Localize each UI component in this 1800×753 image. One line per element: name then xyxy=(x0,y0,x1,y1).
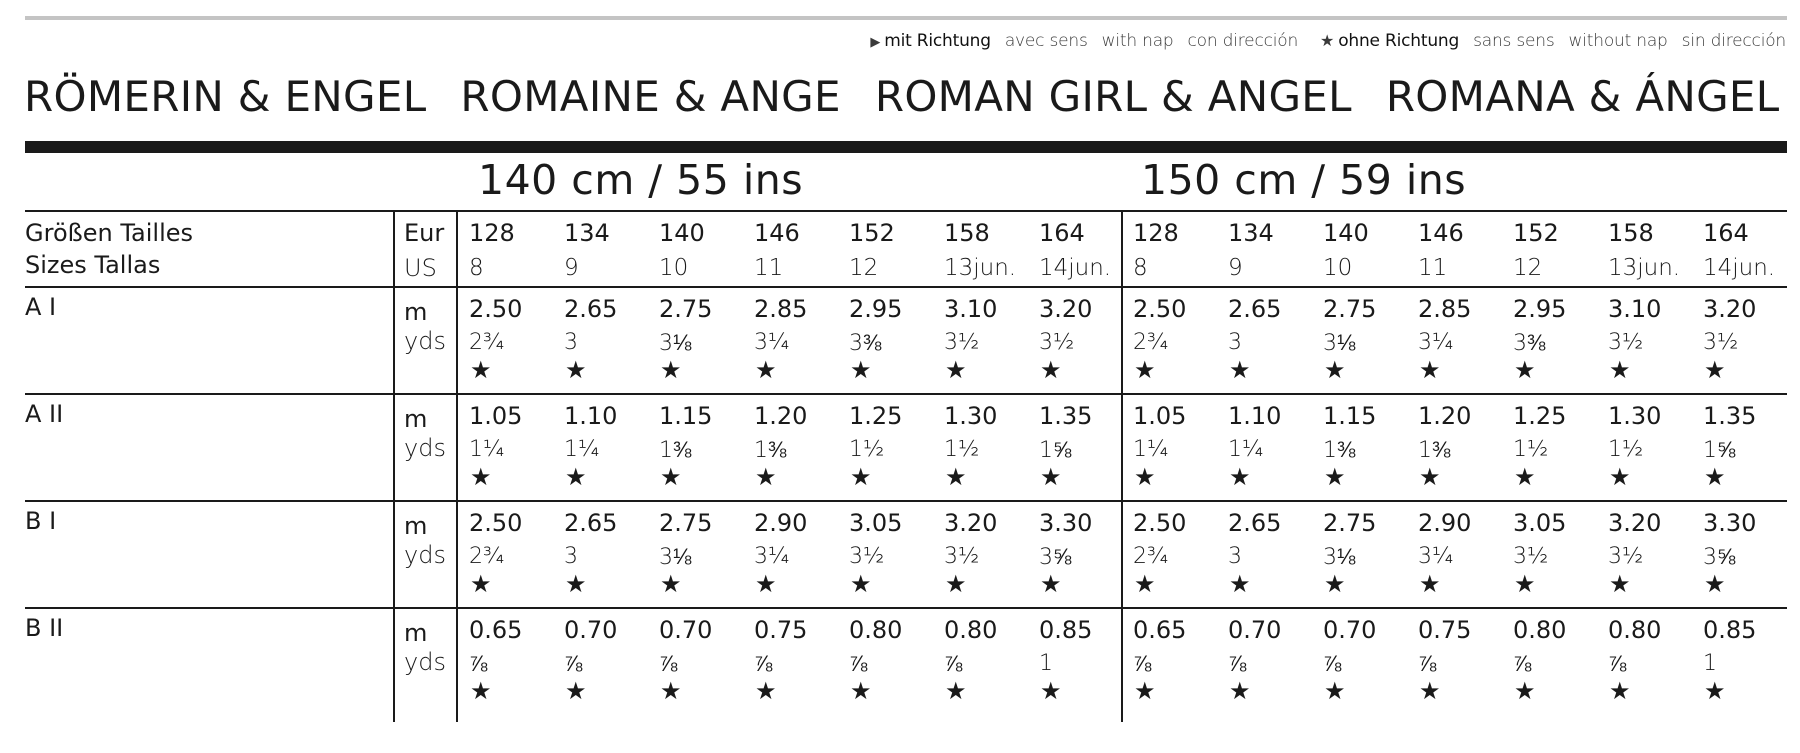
without-nap-star-icon: ★ xyxy=(1324,463,1346,491)
size-eur: 164 xyxy=(1039,219,1085,247)
without-nap-star-icon: ★ xyxy=(755,356,777,384)
meters-value: 0.70 xyxy=(659,616,713,644)
meters-value: 0.80 xyxy=(849,616,903,644)
row-label: B I xyxy=(25,507,57,535)
legend-without-nap-en: without nap xyxy=(1568,31,1668,51)
without-nap-star-icon: ★ xyxy=(1320,31,1335,50)
yards-value: 1½ xyxy=(1513,437,1549,462)
without-nap-star-icon: ★ xyxy=(1704,356,1726,384)
size-us: 10 xyxy=(1323,255,1353,281)
yards-value: 3¼ xyxy=(1418,544,1454,569)
legend-with-nap-es: con dirección xyxy=(1187,31,1299,51)
yards-value: 1⅜ xyxy=(1323,438,1356,463)
with-nap-arrow-icon: ▶ xyxy=(870,35,881,50)
size-eur: 146 xyxy=(1418,219,1464,247)
top-rule xyxy=(25,16,1787,20)
without-nap-star-icon: ★ xyxy=(1704,463,1726,491)
without-nap-star-icon: ★ xyxy=(1419,356,1441,384)
meters-value: 3.20 xyxy=(1608,509,1662,537)
yards-value: 1⅝ xyxy=(1703,438,1736,463)
size-us: 12 xyxy=(1513,255,1543,281)
yards-value: 3¼ xyxy=(754,330,790,355)
yards-value: 1⅜ xyxy=(659,438,692,463)
title-es: ROMANA & ÁNGEL xyxy=(1385,72,1780,121)
meters-value: 2.65 xyxy=(564,509,618,537)
meters-value: 1.20 xyxy=(1418,402,1472,430)
meters-value: 2.75 xyxy=(659,295,713,323)
without-nap-star-icon: ★ xyxy=(1704,570,1726,598)
title-rule xyxy=(25,141,1787,153)
width-divider xyxy=(1121,211,1123,722)
yards-value: 3¼ xyxy=(1418,330,1454,355)
meters-value: 0.75 xyxy=(1418,616,1472,644)
meters-value: 1.10 xyxy=(1228,402,1282,430)
meters-value: 0.75 xyxy=(754,616,808,644)
row-label: A II xyxy=(25,400,64,428)
size-eur: 152 xyxy=(849,219,895,247)
yards-value: ⅞ xyxy=(564,652,583,677)
size-us: 11 xyxy=(1418,255,1448,281)
size-eur: 134 xyxy=(1228,219,1274,247)
meters-value: 3.20 xyxy=(1703,295,1757,323)
yards-value: 1⅝ xyxy=(1039,438,1072,463)
without-nap-star-icon: ★ xyxy=(1419,463,1441,491)
meters-value: 0.70 xyxy=(564,616,618,644)
without-nap-star-icon: ★ xyxy=(945,570,967,598)
unit-yds-label: yds xyxy=(404,541,446,569)
legend-with-nap-key: ▶ mit Richtung xyxy=(870,31,991,51)
meters-value: 2.75 xyxy=(1323,509,1377,537)
yards-value: ⅞ xyxy=(1608,652,1627,677)
meters-value: 3.10 xyxy=(944,295,998,323)
unit-yds-label: yds xyxy=(404,648,446,676)
without-nap-star-icon: ★ xyxy=(660,356,682,384)
yards-value: 1 xyxy=(1039,651,1053,676)
size-us: 8 xyxy=(469,255,484,281)
meters-value: 3.20 xyxy=(1039,295,1093,323)
without-nap-star-icon: ★ xyxy=(1514,570,1536,598)
yards-value: 1½ xyxy=(849,437,885,462)
without-nap-star-icon: ★ xyxy=(945,677,967,705)
size-eur: 158 xyxy=(1608,219,1654,247)
unit-m-label: m xyxy=(404,405,428,433)
yards-value: 1⅜ xyxy=(754,438,787,463)
size-us: 13jun. xyxy=(944,255,1017,281)
yards-value: 3½ xyxy=(1608,330,1644,355)
size-us: 13jun. xyxy=(1608,255,1681,281)
meters-value: 1.25 xyxy=(849,402,903,430)
without-nap-star-icon: ★ xyxy=(1514,463,1536,491)
meters-value: 2.85 xyxy=(1418,295,1472,323)
legend-without-nap-key: ★ ohne Richtung xyxy=(1320,31,1460,51)
without-nap-star-icon: ★ xyxy=(1419,677,1441,705)
size-label-line1: Größen Tailles xyxy=(25,219,194,247)
yards-value: ⅞ xyxy=(1513,652,1532,677)
meters-value: 0.65 xyxy=(469,616,523,644)
title-de: RÖMERIN & ENGEL xyxy=(24,72,427,121)
meters-value: 1.25 xyxy=(1513,402,1567,430)
label-divider xyxy=(393,211,395,722)
unit-yds-label: yds xyxy=(404,434,446,462)
meters-value: 0.80 xyxy=(1513,616,1567,644)
without-nap-star-icon: ★ xyxy=(470,356,492,384)
size-eur: 158 xyxy=(944,219,990,247)
meters-value: 3.30 xyxy=(1703,509,1757,537)
yards-value: 3 xyxy=(564,544,578,569)
without-nap-star-icon: ★ xyxy=(945,356,967,384)
yards-value: 2¾ xyxy=(469,330,505,355)
yards-value: ⅞ xyxy=(1228,652,1247,677)
without-nap-star-icon: ★ xyxy=(1609,570,1631,598)
size-eur: 146 xyxy=(754,219,800,247)
meters-value: 2.95 xyxy=(1513,295,1567,323)
without-nap-star-icon: ★ xyxy=(850,463,872,491)
meters-value: 1.20 xyxy=(754,402,808,430)
meters-value: 3.05 xyxy=(849,509,903,537)
meters-value: 1.30 xyxy=(944,402,998,430)
meters-value: 2.50 xyxy=(469,509,523,537)
without-nap-star-icon: ★ xyxy=(1040,463,1062,491)
meters-value: 0.85 xyxy=(1703,616,1757,644)
without-nap-star-icon: ★ xyxy=(1134,570,1156,598)
unit-m-label: m xyxy=(404,619,428,647)
yards-value: 1½ xyxy=(944,437,980,462)
meters-value: 1.05 xyxy=(1133,402,1187,430)
meters-value: 2.95 xyxy=(849,295,903,323)
without-nap-star-icon: ★ xyxy=(470,463,492,491)
without-nap-star-icon: ★ xyxy=(755,677,777,705)
yards-value: 1¼ xyxy=(469,437,505,462)
meters-value: 0.80 xyxy=(944,616,998,644)
unit-yds-label: yds xyxy=(404,327,446,355)
meters-value: 2.65 xyxy=(1228,509,1282,537)
yards-value: 3½ xyxy=(849,544,885,569)
without-nap-star-icon: ★ xyxy=(1040,677,1062,705)
size-eur: 128 xyxy=(1133,219,1179,247)
fabric-width-150: 150 cm / 59 ins xyxy=(1141,156,1467,204)
without-nap-star-icon: ★ xyxy=(1609,463,1631,491)
without-nap-star-icon: ★ xyxy=(850,356,872,384)
yards-value: 3⅝ xyxy=(1039,545,1072,570)
size-us: 12 xyxy=(849,255,879,281)
yards-value: ⅞ xyxy=(754,652,773,677)
meters-value: 2.75 xyxy=(1323,295,1377,323)
without-nap-star-icon: ★ xyxy=(1134,356,1156,384)
without-nap-star-icon: ★ xyxy=(1229,570,1251,598)
meters-value: 1.30 xyxy=(1608,402,1662,430)
meters-value: 1.10 xyxy=(564,402,618,430)
meters-value: 0.70 xyxy=(1323,616,1377,644)
yards-value: 1⅜ xyxy=(1418,438,1451,463)
yards-value: 3 xyxy=(1228,544,1242,569)
yards-value: 1½ xyxy=(1608,437,1644,462)
yards-value: 2¾ xyxy=(1133,330,1169,355)
yards-value: 3⅛ xyxy=(1323,331,1356,356)
size-eur: 128 xyxy=(469,219,515,247)
meters-value: 2.65 xyxy=(1228,295,1282,323)
meters-value: 3.30 xyxy=(1039,509,1093,537)
size-us: 10 xyxy=(659,255,689,281)
meters-value: 1.15 xyxy=(659,402,713,430)
fabric-width-140: 140 cm / 55 ins xyxy=(478,156,804,204)
without-nap-star-icon: ★ xyxy=(1609,356,1631,384)
eur-label: Eur xyxy=(404,219,445,247)
meters-value: 0.80 xyxy=(1608,616,1662,644)
size-eur: 134 xyxy=(564,219,610,247)
yards-value: 3½ xyxy=(944,330,980,355)
size-us: 11 xyxy=(754,255,784,281)
yards-value: 3½ xyxy=(944,544,980,569)
without-nap-star-icon: ★ xyxy=(660,677,682,705)
yards-value: ⅞ xyxy=(1133,652,1152,677)
row-label: A I xyxy=(25,293,57,321)
without-nap-star-icon: ★ xyxy=(1229,356,1251,384)
without-nap-star-icon: ★ xyxy=(1040,570,1062,598)
without-nap-star-icon: ★ xyxy=(850,677,872,705)
size-us: 14jun. xyxy=(1703,255,1776,281)
yards-value: ⅞ xyxy=(659,652,678,677)
without-nap-star-icon: ★ xyxy=(1419,570,1441,598)
size-label-line2: Sizes Tallas xyxy=(25,251,161,279)
yards-value: ⅞ xyxy=(1323,652,1342,677)
without-nap-star-icon: ★ xyxy=(1704,677,1726,705)
without-nap-star-icon: ★ xyxy=(470,570,492,598)
yards-value: 3½ xyxy=(1039,330,1075,355)
row-rule xyxy=(25,393,1787,395)
row-label: B II xyxy=(25,614,64,642)
without-nap-star-icon: ★ xyxy=(1134,677,1156,705)
title-fr: ROMAINE & ANGE xyxy=(460,72,841,121)
without-nap-star-icon: ★ xyxy=(945,463,967,491)
legend-with-nap-fr: avec sens xyxy=(1004,31,1088,51)
meters-value: 1.35 xyxy=(1039,402,1093,430)
us-label: US xyxy=(404,254,437,282)
yards-value: 1¼ xyxy=(1133,437,1169,462)
legend-without-nap-es: sin dirección xyxy=(1681,31,1786,51)
yards-value: 3½ xyxy=(1608,544,1644,569)
yards-value: 1¼ xyxy=(1228,437,1264,462)
title-en: ROMAN GIRL & ANGEL xyxy=(874,72,1352,121)
size-us: 14jun. xyxy=(1039,255,1112,281)
without-nap-star-icon: ★ xyxy=(755,570,777,598)
meters-value: 2.50 xyxy=(469,295,523,323)
without-nap-star-icon: ★ xyxy=(1229,677,1251,705)
size-us: 9 xyxy=(564,255,579,281)
size-eur: 140 xyxy=(1323,219,1369,247)
meters-value: 2.65 xyxy=(564,295,618,323)
yards-value: 3⅛ xyxy=(659,331,692,356)
yards-value: 2¾ xyxy=(1133,544,1169,569)
without-nap-star-icon: ★ xyxy=(1134,463,1156,491)
meters-value: 2.50 xyxy=(1133,509,1187,537)
without-nap-star-icon: ★ xyxy=(1609,677,1631,705)
size-us: 9 xyxy=(1228,255,1243,281)
yards-value: 3⅛ xyxy=(659,545,692,570)
meters-value: 0.85 xyxy=(1039,616,1093,644)
without-nap-star-icon: ★ xyxy=(470,677,492,705)
meters-value: 0.70 xyxy=(1228,616,1282,644)
yards-value: ⅞ xyxy=(944,652,963,677)
without-nap-star-icon: ★ xyxy=(1324,570,1346,598)
yards-value: ⅞ xyxy=(849,652,868,677)
yards-value: 3 xyxy=(564,330,578,355)
without-nap-star-icon: ★ xyxy=(565,356,587,384)
meters-value: 0.65 xyxy=(1133,616,1187,644)
yards-value: 3⅜ xyxy=(1513,331,1546,356)
row-rule xyxy=(25,607,1787,609)
meters-value: 2.50 xyxy=(1133,295,1187,323)
size-divider xyxy=(456,211,458,722)
size-us: 8 xyxy=(1133,255,1148,281)
legend-without-nap-fr: sans sens xyxy=(1473,31,1555,51)
pattern-title xyxy=(24,72,1794,132)
yards-value: 3¼ xyxy=(754,544,790,569)
meters-value: 3.05 xyxy=(1513,509,1567,537)
unit-m-label: m xyxy=(404,298,428,326)
without-nap-star-icon: ★ xyxy=(565,570,587,598)
meters-value: 2.90 xyxy=(754,509,808,537)
yards-value: 3½ xyxy=(1513,544,1549,569)
meters-value: 1.35 xyxy=(1703,402,1757,430)
row-rule xyxy=(25,500,1787,502)
nap-legend xyxy=(870,29,1786,53)
without-nap-star-icon: ★ xyxy=(1514,677,1536,705)
yards-value: 1 xyxy=(1703,651,1717,676)
yards-value: 3½ xyxy=(1703,330,1739,355)
header-bottom-rule xyxy=(25,286,1787,288)
without-nap-star-icon: ★ xyxy=(1040,356,1062,384)
without-nap-star-icon: ★ xyxy=(850,570,872,598)
meters-value: 3.20 xyxy=(944,509,998,537)
meters-value: 3.10 xyxy=(1608,295,1662,323)
yards-value: 3 xyxy=(1228,330,1242,355)
unit-m-label: m xyxy=(404,512,428,540)
header-rule xyxy=(25,210,1787,212)
meters-value: 1.15 xyxy=(1323,402,1377,430)
size-eur: 152 xyxy=(1513,219,1559,247)
without-nap-star-icon: ★ xyxy=(660,463,682,491)
without-nap-star-icon: ★ xyxy=(755,463,777,491)
meters-value: 1.05 xyxy=(469,402,523,430)
meters-value: 2.90 xyxy=(1418,509,1472,537)
without-nap-star-icon: ★ xyxy=(1324,356,1346,384)
yards-value: 3⅛ xyxy=(1323,545,1356,570)
without-nap-star-icon: ★ xyxy=(565,677,587,705)
yards-value: ⅞ xyxy=(469,652,488,677)
without-nap-star-icon: ★ xyxy=(1229,463,1251,491)
yards-value: 1¼ xyxy=(564,437,600,462)
yards-value: ⅞ xyxy=(1418,652,1437,677)
yards-value: 3⅜ xyxy=(849,331,882,356)
size-eur: 140 xyxy=(659,219,705,247)
yards-value: 2¾ xyxy=(469,544,505,569)
meters-value: 2.75 xyxy=(659,509,713,537)
without-nap-star-icon: ★ xyxy=(565,463,587,491)
without-nap-star-icon: ★ xyxy=(1514,356,1536,384)
size-eur: 164 xyxy=(1703,219,1749,247)
meters-value: 2.85 xyxy=(754,295,808,323)
yards-value: 3⅝ xyxy=(1703,545,1736,570)
without-nap-star-icon: ★ xyxy=(1324,677,1346,705)
without-nap-star-icon: ★ xyxy=(660,570,682,598)
legend-with-nap-en: with nap xyxy=(1101,31,1174,51)
